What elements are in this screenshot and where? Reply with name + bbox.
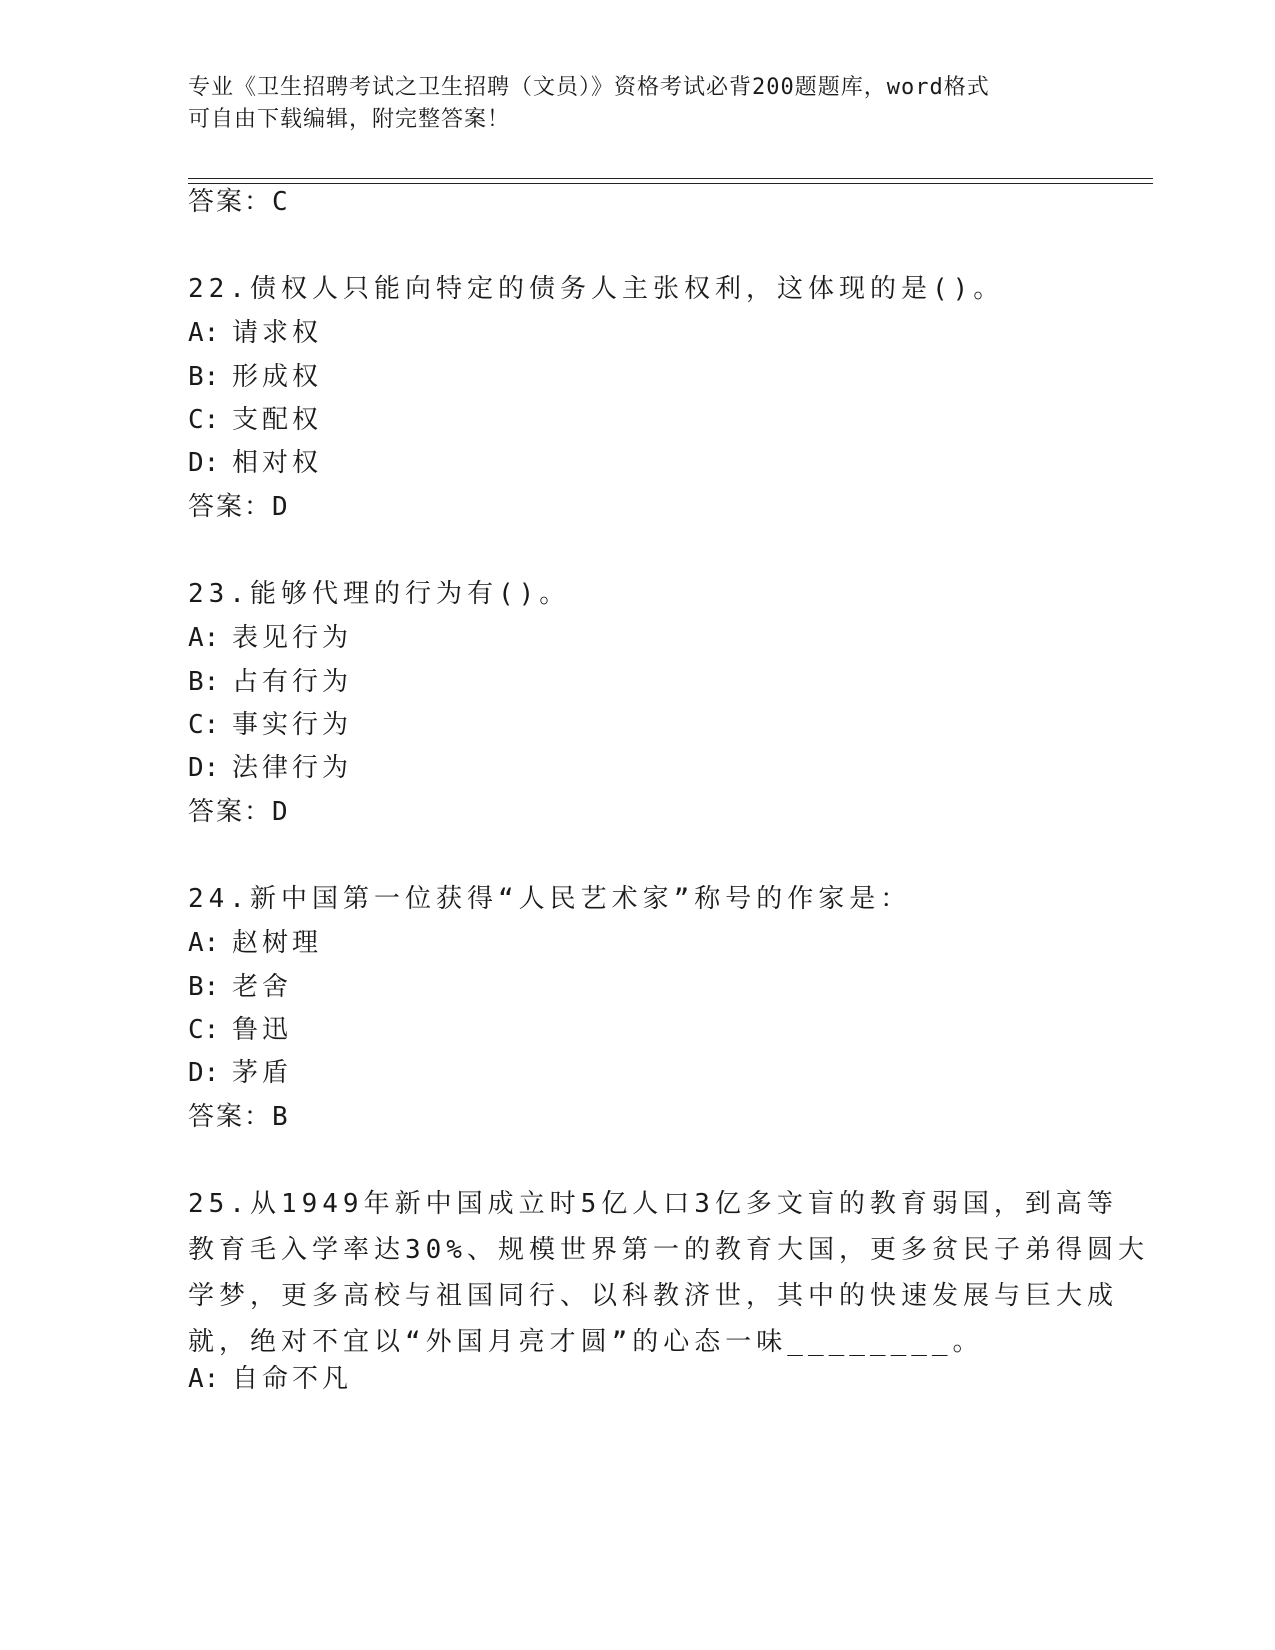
answer-23: [188, 795, 290, 829]
option-22-b: [188, 360, 322, 394]
option-text: 相对权: [232, 448, 323, 478]
option-24-c: [188, 1013, 292, 1047]
answer-label: 答案：: [188, 187, 273, 217]
question-25-line-1: 25.从1949年新中国成立时5亿人口3亿多文盲的教育弱国，到高等: [188, 1189, 1118, 1219]
question-22: 22.债权人只能向特定的债务人主张权利，这体现的是()。: [188, 274, 1005, 304]
question-24: 24.新中国第一位获得“人民艺术家”称号的作家是：: [188, 884, 912, 914]
answer-value: D: [272, 797, 290, 827]
header-line-2: 可自由下载编辑，附完整答案！: [188, 107, 511, 132]
option-text: 表见行为: [232, 623, 353, 653]
option-letter: A:: [188, 623, 220, 653]
option-letter: B:: [188, 362, 220, 392]
option-letter: A:: [188, 928, 220, 958]
question-25-line-4: 就，绝对不宜以“外国月亮才圆”的心态一味________。: [188, 1327, 984, 1357]
header-divider: [188, 178, 1153, 179]
option-22-d: [188, 446, 322, 480]
option-22-a: [188, 316, 322, 350]
question-25-line-2: 教育毛入学率达30%、规模世界第一的教育大国，更多贫民子弟得圆大: [188, 1235, 1149, 1265]
option-letter: B:: [188, 972, 220, 1002]
question-25: [188, 1181, 1149, 1365]
option-24-a: [188, 926, 322, 960]
header-line-1: 专业《卫生招聘考试之卫生招聘（文员）》资格考试必背200题题库，word格式: [188, 75, 990, 100]
option-text: 法律行为: [232, 753, 353, 783]
answer-22: [188, 490, 290, 524]
answer-value: B: [272, 1102, 290, 1132]
option-22-c: [188, 403, 322, 437]
option-text: 自命不凡: [232, 1364, 353, 1394]
question-25-line-3: 学梦，更多高校与祖国同行、以科教济世，其中的快速发展与巨大成: [188, 1281, 1119, 1311]
answer-label: 答案：: [188, 797, 273, 827]
option-text: 形成权: [232, 362, 323, 392]
option-letter: A:: [188, 1364, 220, 1394]
option-letter: D:: [188, 753, 220, 783]
option-23-d: [188, 751, 352, 785]
option-letter: C:: [188, 1015, 220, 1045]
option-text: 支配权: [232, 405, 323, 435]
option-text: 占有行为: [232, 667, 353, 697]
document-header: [188, 72, 1068, 136]
answer-label: 答案：: [188, 492, 273, 522]
option-letter: C:: [188, 710, 220, 740]
option-23-a: [188, 621, 352, 655]
answer-value: C: [272, 187, 290, 217]
option-24-b: [188, 970, 292, 1004]
answer-value: D: [272, 492, 290, 522]
option-letter: C:: [188, 405, 220, 435]
answer-24: [188, 1100, 290, 1134]
option-text: 赵树理: [232, 928, 323, 958]
option-24-d: [188, 1056, 292, 1090]
question-23: 23.能够代理的行为有()。: [188, 579, 571, 609]
answer-label: 答案：: [188, 1102, 273, 1132]
option-letter: B:: [188, 667, 220, 697]
option-23-b: [188, 665, 352, 699]
option-letter: D:: [188, 1058, 220, 1088]
option-text: 老舍: [232, 972, 293, 1002]
option-letter: D:: [188, 448, 220, 478]
option-23-c: [188, 708, 352, 742]
option-25-a: [188, 1362, 352, 1396]
answer-21: [188, 185, 290, 219]
option-text: 茅盾: [232, 1058, 293, 1088]
header-divider-2: [188, 183, 1153, 184]
option-text: 事实行为: [232, 710, 353, 740]
option-text: 请求权: [232, 318, 323, 348]
option-letter: A:: [188, 318, 220, 348]
option-text: 鲁迅: [232, 1015, 293, 1045]
